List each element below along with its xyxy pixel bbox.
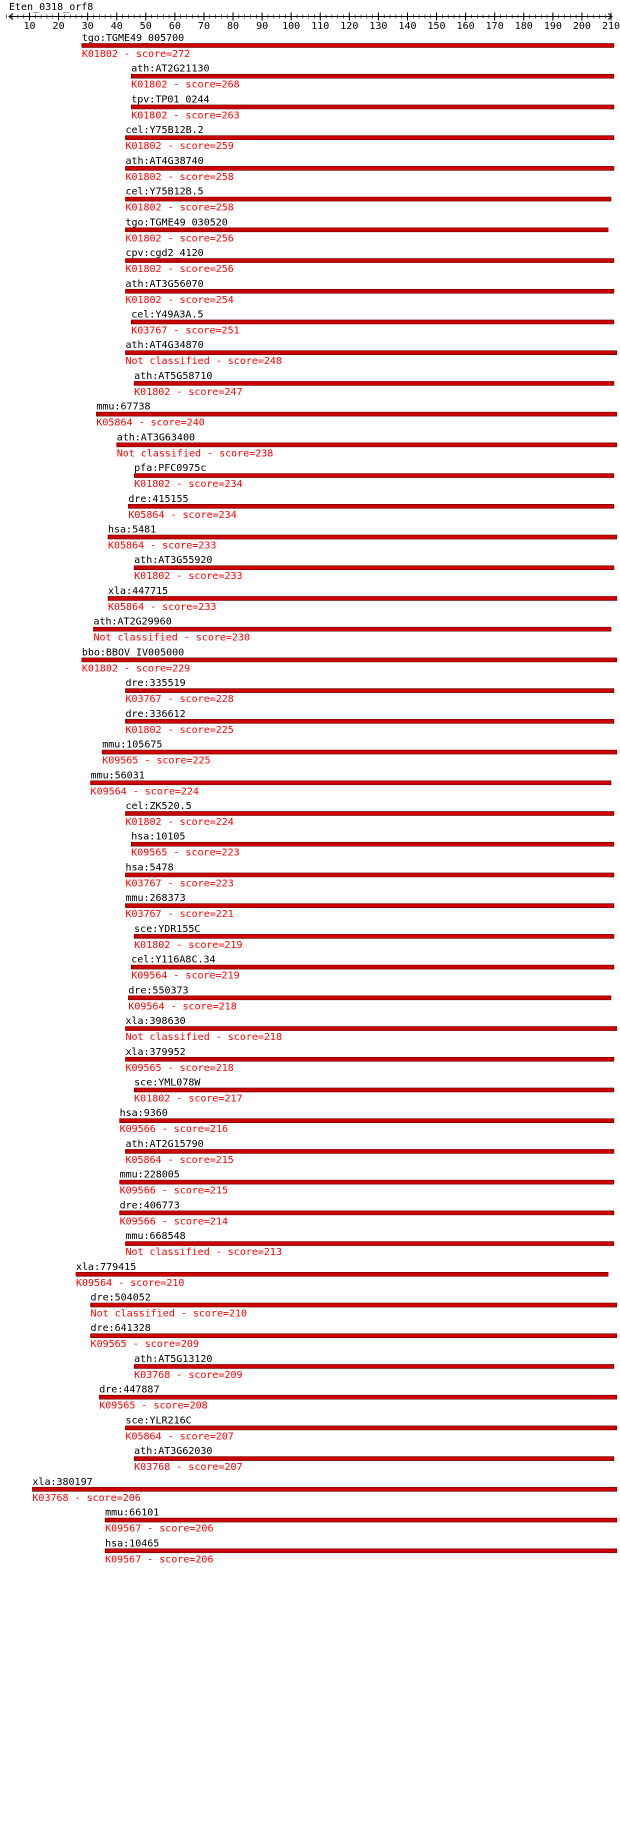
hit-name[interactable]: ath:AT5G13120 xyxy=(134,1353,213,1365)
hit-name[interactable]: xla:779415 xyxy=(76,1261,137,1273)
hit-bar[interactable] xyxy=(125,1426,616,1430)
hit-name[interactable]: dre:336612 xyxy=(125,708,186,720)
hit-bar[interactable] xyxy=(125,873,613,877)
hit-bar[interactable] xyxy=(125,719,613,723)
hit-name[interactable]: dre:335519 xyxy=(125,678,186,690)
hit-bar[interactable] xyxy=(93,627,611,631)
hit-row[interactable] xyxy=(131,832,614,859)
hit-name[interactable]: ath:AT3G55920 xyxy=(134,555,213,567)
hit-bar[interactable] xyxy=(82,658,617,662)
hit-name[interactable]: dre:406773 xyxy=(119,1200,180,1212)
axis-tick-label: 160 xyxy=(456,21,475,32)
hit-row[interactable] xyxy=(105,1508,617,1535)
hit-row[interactable] xyxy=(128,494,614,521)
hit-name[interactable]: hsa:5478 xyxy=(125,862,174,874)
hit-annotation: K03767 - score=223 xyxy=(125,878,234,890)
hit-bar[interactable] xyxy=(120,1180,614,1184)
hit-bar[interactable] xyxy=(134,1088,614,1092)
hit-bar[interactable] xyxy=(131,842,614,846)
hit-annotation: K09567 - score=206 xyxy=(105,1554,214,1566)
hit-bar[interactable] xyxy=(125,136,613,140)
hit-row[interactable] xyxy=(128,985,611,1012)
axis-tick-label: 100 xyxy=(282,21,301,32)
hit-name[interactable]: dre:550373 xyxy=(128,985,189,997)
hit-row[interactable] xyxy=(76,1262,608,1289)
axis-tick-label: 210 xyxy=(601,21,620,32)
hit-annotation: K01802 - score=219 xyxy=(134,939,243,951)
hit-annotation: Not classified - score=238 xyxy=(116,448,274,460)
hit-name[interactable]: ath:AT2G29960 xyxy=(93,616,172,628)
hit-row[interactable] xyxy=(117,432,617,459)
hit-row[interactable] xyxy=(108,586,617,613)
hit-name[interactable]: xla:380197 xyxy=(32,1476,93,1488)
hit-row[interactable] xyxy=(125,156,613,183)
hit-list xyxy=(32,33,616,1565)
hit-bar[interactable] xyxy=(125,228,608,232)
hit-name[interactable]: sce:YDR155C xyxy=(134,923,201,935)
hit-row[interactable] xyxy=(82,647,617,674)
hit-row[interactable] xyxy=(125,279,613,306)
hit-row[interactable] xyxy=(125,801,613,828)
hit-bar[interactable] xyxy=(125,1242,613,1246)
hit-bar[interactable] xyxy=(134,474,614,478)
hit-bar[interactable] xyxy=(125,904,613,908)
hit-row[interactable] xyxy=(105,1538,617,1565)
hit-row[interactable] xyxy=(125,678,613,705)
hit-name[interactable]: cel:Y49A3A.5 xyxy=(131,309,204,321)
hit-row[interactable] xyxy=(96,402,616,429)
hit-annotation: K09565 - score=225 xyxy=(102,755,211,767)
hit-annotation: K01802 - score=225 xyxy=(125,724,234,736)
hit-bar[interactable] xyxy=(108,596,617,600)
hit-name[interactable]: cpv:cgd2_4120 xyxy=(125,248,204,260)
hit-row[interactable] xyxy=(125,709,613,736)
hit-annotation: Not classified - score=230 xyxy=(93,632,251,644)
hit-name[interactable]: ath:AT3G63400 xyxy=(116,432,196,444)
axis-tick-label: 10 xyxy=(23,21,36,32)
hit-annotation: K05864 - score=233 xyxy=(108,540,217,552)
hit-bar[interactable] xyxy=(131,965,614,969)
hit-row[interactable] xyxy=(134,924,614,951)
axis-tick-label: 80 xyxy=(227,21,240,32)
hit-annotation: K01802 - score=258 xyxy=(125,202,234,214)
hit-bar[interactable] xyxy=(117,443,617,447)
hit-annotation: K09567 - score=206 xyxy=(105,1523,214,1535)
hit-annotation: K09564 - score=218 xyxy=(128,1001,237,1013)
hit-row[interactable] xyxy=(120,1108,614,1135)
axis-tick-label: 120 xyxy=(340,21,359,32)
hit-row[interactable] xyxy=(125,1415,616,1442)
hit-name[interactable]: cel:Y75B12B.5 xyxy=(125,186,204,198)
hit-bar[interactable] xyxy=(131,105,614,109)
hit-name[interactable]: tgo:TGME49_005700 xyxy=(81,33,185,44)
hit-row[interactable] xyxy=(91,1323,617,1350)
hit-bar[interactable] xyxy=(76,1272,608,1276)
hit-annotation: K09565 - score=208 xyxy=(99,1400,208,1412)
hit-row[interactable] xyxy=(125,1047,613,1074)
sequence-axis xyxy=(6,13,620,33)
hit-name[interactable]: hsa:5481 xyxy=(108,524,157,536)
hit-annotation: Not classified - score=248 xyxy=(125,356,282,368)
hit-bar[interactable] xyxy=(125,166,613,170)
hit-name[interactable]: mmu:66101 xyxy=(105,1507,160,1519)
hit-row[interactable] xyxy=(134,1077,614,1104)
hit-name[interactable]: dre:447887 xyxy=(99,1384,160,1396)
hit-bar[interactable] xyxy=(125,289,613,293)
hit-annotation: K03767 - score=228 xyxy=(125,694,234,706)
hit-name[interactable]: bbo:BBOV_IV005000 xyxy=(81,647,185,659)
hit-bar[interactable] xyxy=(120,1211,614,1215)
hit-annotation: K01802 - score=256 xyxy=(125,233,234,245)
hit-bar[interactable] xyxy=(99,1395,617,1399)
hit-annotation: K01802 - score=254 xyxy=(125,294,234,306)
hit-name[interactable]: hsa:10465 xyxy=(105,1538,160,1550)
hit-bar[interactable] xyxy=(102,750,617,754)
hit-annotation: K01802 - score=258 xyxy=(125,171,234,183)
axis-tick-label: 70 xyxy=(197,21,210,32)
hit-bar[interactable] xyxy=(125,197,611,201)
hit-bar[interactable] xyxy=(134,566,614,570)
hit-bar[interactable] xyxy=(82,44,614,48)
hit-annotation: K01802 - score=224 xyxy=(125,817,234,828)
hit-name[interactable]: xla:398630 xyxy=(125,1016,186,1028)
axis-tick-label: 20 xyxy=(52,21,65,32)
hit-name[interactable]: dre:641328 xyxy=(90,1323,151,1335)
axis-tick-label: 30 xyxy=(81,21,94,32)
hit-annotation: K01802 - score=268 xyxy=(131,79,240,91)
hit-row[interactable] xyxy=(82,33,614,60)
hit-name[interactable]: ath:AT4G34870 xyxy=(125,340,204,352)
hit-name[interactable]: dre:415155 xyxy=(128,493,189,505)
hit-annotation: K01802 - score=217 xyxy=(134,1093,243,1105)
hit-name[interactable]: mmu:228005 xyxy=(119,1169,180,1181)
hit-name[interactable]: tgo:TGME49_030520 xyxy=(125,217,228,229)
axis-tick-label: 110 xyxy=(311,21,330,32)
query-title: Eten_0318_orf8 xyxy=(9,2,94,13)
hit-name[interactable]: sce:YLR216C xyxy=(125,1415,192,1427)
hit-row[interactable] xyxy=(125,340,616,367)
hit-annotation: K03767 - score=221 xyxy=(125,909,234,921)
hit-bar[interactable] xyxy=(134,934,614,938)
hit-annotation: K09564 - score=210 xyxy=(76,1277,185,1289)
hit-bar[interactable] xyxy=(32,1487,616,1491)
hit-bar[interactable] xyxy=(131,320,614,324)
hit-annotation: K03768 - score=206 xyxy=(32,1492,141,1504)
hit-row[interactable] xyxy=(134,371,614,398)
hit-row[interactable] xyxy=(93,617,611,644)
hit-row[interactable] xyxy=(134,1354,614,1381)
hit-annotation: K01802 - score=247 xyxy=(134,386,243,398)
hit-annotation: K01802 - score=234 xyxy=(134,479,243,491)
hit-name[interactable]: ath:AT5G58710 xyxy=(134,370,213,382)
hit-bar[interactable] xyxy=(128,996,611,1000)
hit-name[interactable]: sce:YML078W xyxy=(134,1077,201,1089)
hit-row[interactable] xyxy=(125,217,608,244)
hit-row[interactable] xyxy=(120,1170,614,1197)
hit-annotation: K09565 - score=223 xyxy=(131,847,240,859)
hit-name[interactable]: mmu:67738 xyxy=(96,401,151,413)
hit-annotation: K01802 - score=259 xyxy=(125,141,234,153)
hit-bar[interactable] xyxy=(125,1149,613,1153)
hit-name[interactable]: hsa:10105 xyxy=(131,831,186,843)
hit-annotation: K01802 - score=233 xyxy=(134,571,243,583)
hit-bar[interactable] xyxy=(96,412,616,416)
hit-row[interactable] xyxy=(125,1231,613,1258)
hit-name[interactable]: xla:379952 xyxy=(125,1046,186,1058)
hit-annotation: K03768 - score=209 xyxy=(134,1369,243,1381)
hit-bar[interactable] xyxy=(125,1057,613,1061)
hit-name[interactable]: mmu:56031 xyxy=(90,770,145,782)
hit-row[interactable] xyxy=(125,893,613,920)
hit-row[interactable] xyxy=(131,64,614,91)
hit-name[interactable]: cel:Y116A8C.34 xyxy=(131,954,216,966)
axis-tick-label: 180 xyxy=(514,21,533,32)
hit-name[interactable]: mmu:668548 xyxy=(125,1231,186,1243)
hit-bar[interactable] xyxy=(134,381,614,385)
hit-annotation: K01802 - score=263 xyxy=(131,110,240,122)
hit-name[interactable]: ath:AT2G15790 xyxy=(125,1138,204,1150)
axis-tick-label: 140 xyxy=(398,21,417,32)
axis-tick-label: 40 xyxy=(110,21,123,32)
hit-name[interactable]: pfa:PFC0975c xyxy=(134,463,207,475)
hit-bar[interactable] xyxy=(91,1303,617,1307)
hit-annotation: K09565 - score=209 xyxy=(90,1339,199,1351)
hit-annotation: K01802 - score=229 xyxy=(81,663,191,675)
hit-name[interactable]: mmu:268373 xyxy=(125,893,186,905)
hit-row[interactable] xyxy=(102,740,617,767)
hit-bar[interactable] xyxy=(134,1457,614,1461)
hit-bar[interactable] xyxy=(108,535,617,539)
hit-bar[interactable] xyxy=(134,1364,614,1368)
hit-name[interactable]: hsa:9360 xyxy=(119,1108,168,1120)
hit-annotation: K03767 - score=251 xyxy=(131,325,240,337)
hit-name[interactable]: ath:AT2G21130 xyxy=(131,63,210,75)
axis-tick-label: 130 xyxy=(369,21,388,32)
hit-bar[interactable] xyxy=(125,351,616,355)
hit-name[interactable]: ath:AT4G38740 xyxy=(125,155,204,167)
hit-name[interactable]: ath:AT3G56070 xyxy=(125,278,204,290)
axis-tick-label: 200 xyxy=(572,21,591,32)
hit-annotation: Not classified - score=213 xyxy=(125,1247,282,1259)
hit-row[interactable] xyxy=(125,248,613,275)
hit-annotation: K05864 - score=207 xyxy=(125,1431,234,1443)
hit-row[interactable] xyxy=(108,525,617,552)
hit-row[interactable] xyxy=(125,187,611,214)
hit-bar[interactable] xyxy=(120,1119,614,1123)
hit-name[interactable]: xla:447715 xyxy=(108,585,169,597)
hit-annotation: K05864 - score=233 xyxy=(108,601,217,613)
hit-name[interactable]: mmu:105675 xyxy=(102,739,163,751)
hit-row[interactable] xyxy=(131,309,614,336)
hit-name[interactable]: cel:ZK520.5 xyxy=(125,801,192,812)
hit-row[interactable] xyxy=(134,555,614,582)
hit-bar[interactable] xyxy=(105,1518,617,1522)
hit-annotation: K09566 - score=214 xyxy=(119,1216,229,1228)
hit-row[interactable] xyxy=(131,955,614,982)
hit-annotation: K05864 - score=240 xyxy=(96,417,205,429)
hit-bar[interactable] xyxy=(125,259,613,263)
hit-annotation: K09566 - score=216 xyxy=(119,1124,229,1136)
hit-bar[interactable] xyxy=(131,74,614,78)
hit-row[interactable] xyxy=(131,94,614,121)
axis-tick-label: 190 xyxy=(543,21,562,32)
hit-row[interactable] xyxy=(91,770,611,797)
hit-annotation: K01802 - score=272 xyxy=(81,49,191,60)
hit-name[interactable]: cel:Y75B12B.2 xyxy=(125,125,204,137)
hit-row[interactable] xyxy=(91,1293,617,1320)
axis-tick-label: 170 xyxy=(485,21,504,32)
axis-tick-label: 60 xyxy=(168,21,181,32)
hit-row[interactable] xyxy=(120,1200,614,1227)
hit-annotation: K09564 - score=224 xyxy=(90,786,199,798)
hit-name[interactable]: ath:AT3G62030 xyxy=(134,1446,213,1458)
hit-annotation: K09564 - score=219 xyxy=(131,970,240,982)
hit-bar[interactable] xyxy=(105,1549,617,1553)
hit-row[interactable] xyxy=(125,862,613,889)
hit-row[interactable] xyxy=(125,1139,613,1166)
hit-row[interactable] xyxy=(125,1016,616,1043)
hit-bar[interactable] xyxy=(125,689,613,693)
hit-row[interactable] xyxy=(99,1385,617,1412)
hit-row[interactable] xyxy=(32,1477,616,1504)
axis-tick-label: 50 xyxy=(139,21,152,32)
hit-name[interactable]: dre:504052 xyxy=(90,1292,151,1304)
hit-row[interactable] xyxy=(134,463,614,490)
hit-annotation: Not classified - score=218 xyxy=(125,1032,282,1044)
hit-annotation: K03768 - score=207 xyxy=(134,1462,243,1474)
hit-bar[interactable] xyxy=(91,781,611,785)
hit-annotation: K09565 - score=218 xyxy=(125,1062,234,1074)
hit-annotation: K05864 - score=215 xyxy=(125,1154,234,1166)
axis-tick-label: 150 xyxy=(427,21,446,32)
hit-bar[interactable] xyxy=(91,1334,617,1338)
hit-row[interactable] xyxy=(125,125,613,152)
hit-annotation: K01802 - score=256 xyxy=(125,264,234,276)
hit-name[interactable]: tpv:TP01_0244 xyxy=(131,94,210,106)
hit-annotation: K05864 - score=234 xyxy=(128,509,237,521)
axis-tick-label: 90 xyxy=(256,21,269,32)
hit-bar[interactable] xyxy=(125,812,613,816)
hit-bar[interactable] xyxy=(125,1027,616,1031)
hit-annotation: K09566 - score=215 xyxy=(119,1185,229,1197)
hit-row[interactable] xyxy=(134,1446,614,1473)
hit-bar[interactable] xyxy=(128,504,614,508)
hit-annotation: Not classified - score=210 xyxy=(90,1308,248,1320)
